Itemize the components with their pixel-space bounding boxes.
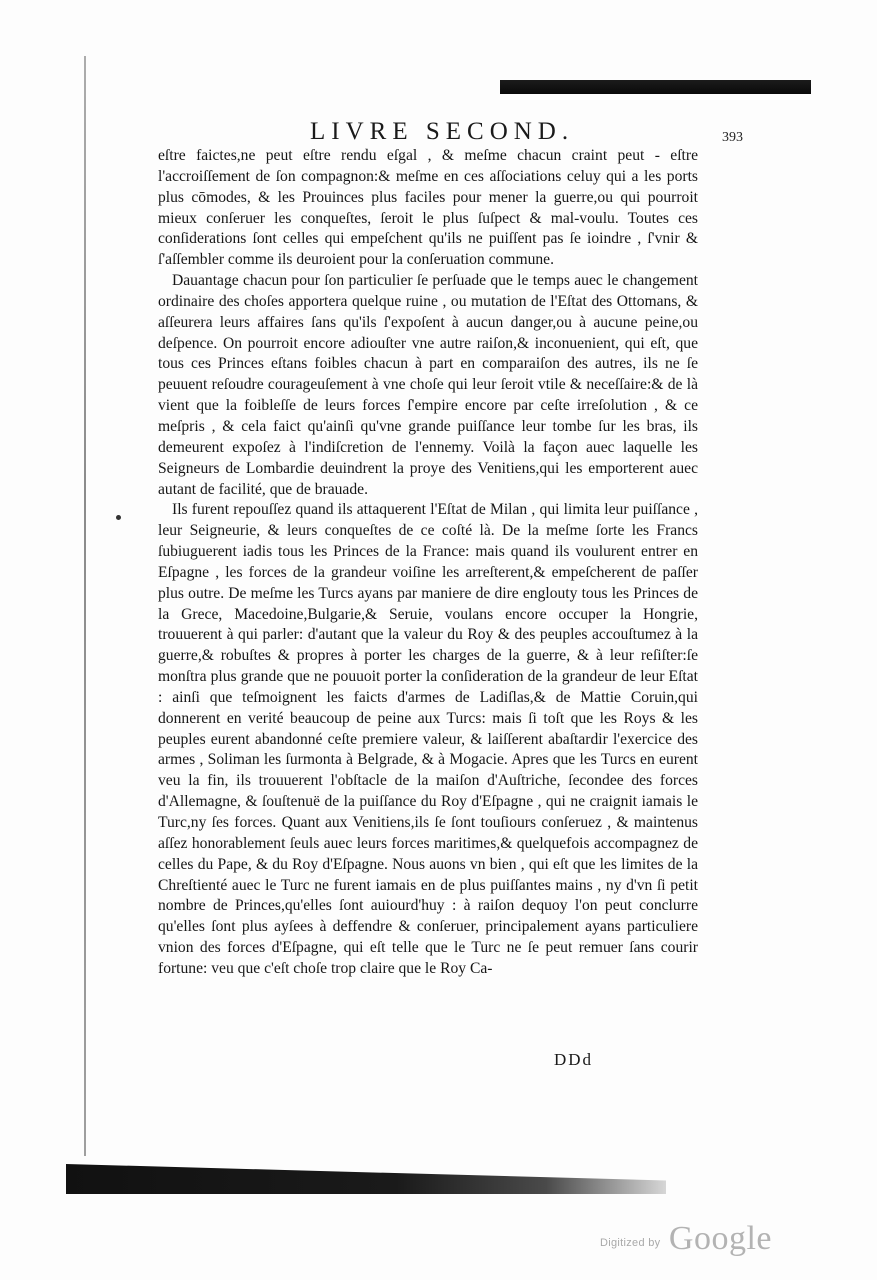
paragraph-2: Dauantage chacun pour ſon particulier ſe perſuade que le temps auec le changement ordinaire des choſes apportera quelque ruine , ou mutation de l'Eſtat des Ottomans, & aſſeurera leurs affaires ſans qu'ils ſ'expoſent à aucun danger,ou à aucune peine,ou deſpence. On pourroit encore adiouſter vne autre raiſon,& inconuenient, qui eſt, que tous ces Princes eſtans foibles chacun à part en comparaiſon des autres, ils ne ſe peuuent reſoudre courageuſement à vne choſe qui leur ſeroit vtile & neceſſaire:& de là vient que la foibleſſe de leurs forces ſ'empire encore par ceſte irreſolution , & ce meſpris , & cela faict qu'ainſi qu'vne grande puiſſance leur tombe ſur les bras, ils demeurent expoſez à l'indiſcretion de l'ennemy. Voilà la façon auec laquelle les Seigneurs de Lombardie deuindrent la proye des Venitiens,qui les emporterent auec autant de facilité, que de brauade.: [158, 272, 698, 498]
scan-edge-bar-top: [500, 80, 811, 94]
digitized-watermark: [600, 1220, 772, 1258]
google-logo: Google: [668, 1220, 773, 1257]
scan-edge-bar-bottom: [66, 1164, 666, 1194]
page-number: 393: [722, 130, 743, 145]
margin-dot: [116, 515, 121, 520]
paragraph-1: eſtre faictes,ne peut eſtre rendu eſgal , & meſme chacun craint peut - eſtre l'accroiſſement de ſon compagnon:& meſme en ces aſſociations celuy qui a les ports plus cōmodes, & les Prouinces plus faciles pour mener la guerre,ou qui pourroit mieux conſeruer les conqueſtes, ſeroit le plus ſuſpect & mal-voulu. Toutes ces conſiderations ſont celles qui empeſchent qu'ils ne puiſſent pas ſe ioindre , ſ'vnir & ſ'aſſembler comme ils deuroient pour la conſeruation commune.: [158, 147, 698, 269]
running-head: LIVRE SECOND.: [310, 118, 575, 145]
body-text: [158, 146, 698, 980]
paragraph-3: Ils furent repouſſez quand ils attaquerent l'Eſtat de Milan , qui limita leur puiſſance , leur Seigneurie, & leurs conqueſtes de ce coſté là. De la meſme ſorte les Francs ſubiuguerent iadis tous les Princes de la France: mais quand ils voulurent entrer en Eſpagne , les forces de la grandeur voiſine les arreſterent,& empeſcherent de paſſer plus outre. De meſme les Turcs ayans par maniere de dire englouty tous les Princes de la Grece, Macedoine,Bulgarie,& Seruie, voulans encore occuper la Hongrie, trouuerent à qui parler: d'autant que la valeur du Roy & des peuples accouſtumez à la guerre,& robuſtes & propres à porter les charges de la guerre, & à leur reſiſter:ſe monſtra plus grande que ne pouuoit porter la conſideration de la grandeur de leur Eſtat : ainſi que teſmoignent les faicts d'armes de Ladiſlas,& de Mattie Coruin,qui donnerent en verité beaucoup de peine aux Turcs: mais ſi toſt que les Roys & les peuples eurent abandonné ceſte premiere valeur, & laiſſerent abaſtardir l'exercice des armes , Soliman les ſurmonta à Belgrade, & à Mogacie. Apres que les Turcs en eurent veu la fin, ils trouuerent l'obſtacle de la maiſon d'Auſtriche, ſecondee des forces d'Allemagne, & ſouſtenuë de la puiſſance du Roy d'Eſpagne , qui ne craignit iamais le Turc,ny ſes forces. Quant aux Venitiens,ils ſe ſont touſiours conſeruez , & maintenus aſſez honorablement ſeuls auec leurs forces maritimes,& quelquefois accompagnez de celles du Pape, & du Roy d'Eſpagne. Nous auons vn bien , qui eſt que les limites de la Chreſtienté auec le Turc ne furent iamais en de plus puiſſantes mains , ny d'vn ſi petit nombre de Princes,qu'elles ſont auiourd'huy : à raiſon dequoy l'on peut conclurre qu'elles ſont plus ayſees à deffendre & conſeruer, principalement ayans particuliere vnion des forces d'Eſpagne, qui eſt telle que le Turc ne ſe peut remuer ſans courir fortune: veu que c'eſt choſe trop claire que le Roy Ca-: [158, 501, 698, 977]
signature-mark: DDd: [554, 1050, 594, 1069]
page-gutter-line: [84, 56, 86, 1156]
watermark-prefix: Digitized by: [600, 1237, 661, 1249]
